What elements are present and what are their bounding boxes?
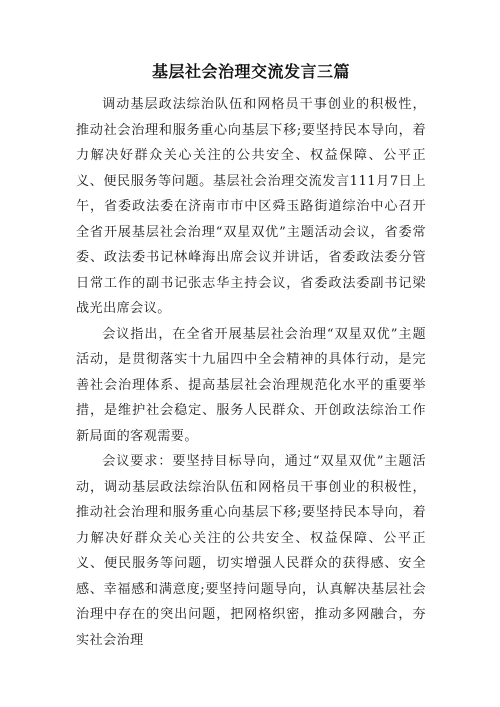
paragraph-3: 会议要求：要坚持目标导向，通过“双星双优”主题活动，调动基层政法综治队伍和网格员干事创业的积极性，推动社会治理和服务重心向基层下移;要坚持民本导向，着力解决好群众关心关注的公共安全、权益保障、公平正义、便民服务等问题，切实增强人民群众的获得感、安全感、幸福感和满意度;要坚持问题导向，认真解决基层社会治理中存在的突出问题，把网格织密，推动多网融合，夯实社会治理 — [76, 454, 426, 648]
paragraph-2: 会议指出，在全省开展基层社会治理“双星双优”主题活动，是贯彻落实十九届四中全会精神的具体行动，是完善社会治理体系、提高基层社会治理规范化水平的重要举措，是维护社会稳定、服务人民群众、开创政法综治工作新局面的客观需要。 — [76, 326, 426, 444]
document-body — [76, 92, 426, 653]
document-title: 基层社会治理交流发言三篇 — [151, 62, 350, 81]
paragraph-1: 调动基层政法综治队伍和网格员干事创业的积极性，推动社会治理和服务重心向基层下移;要坚持民本导向，着力解决好群众关心关注的公共安全、权益保障、公平正义、便民服务等问题。基层社会治理交流发言111月7日上午，省委政法委在济南市市中区舜玉路街道综治中心召开全省开展基层社会治理“双星双优”主题活动会议，省委常委、政法委书记林峰海出席会议并讲话，省委政法委分管日常工作的副书记张志华主持会议，省委政法委副书记梁战光出席会议。 — [76, 97, 426, 316]
